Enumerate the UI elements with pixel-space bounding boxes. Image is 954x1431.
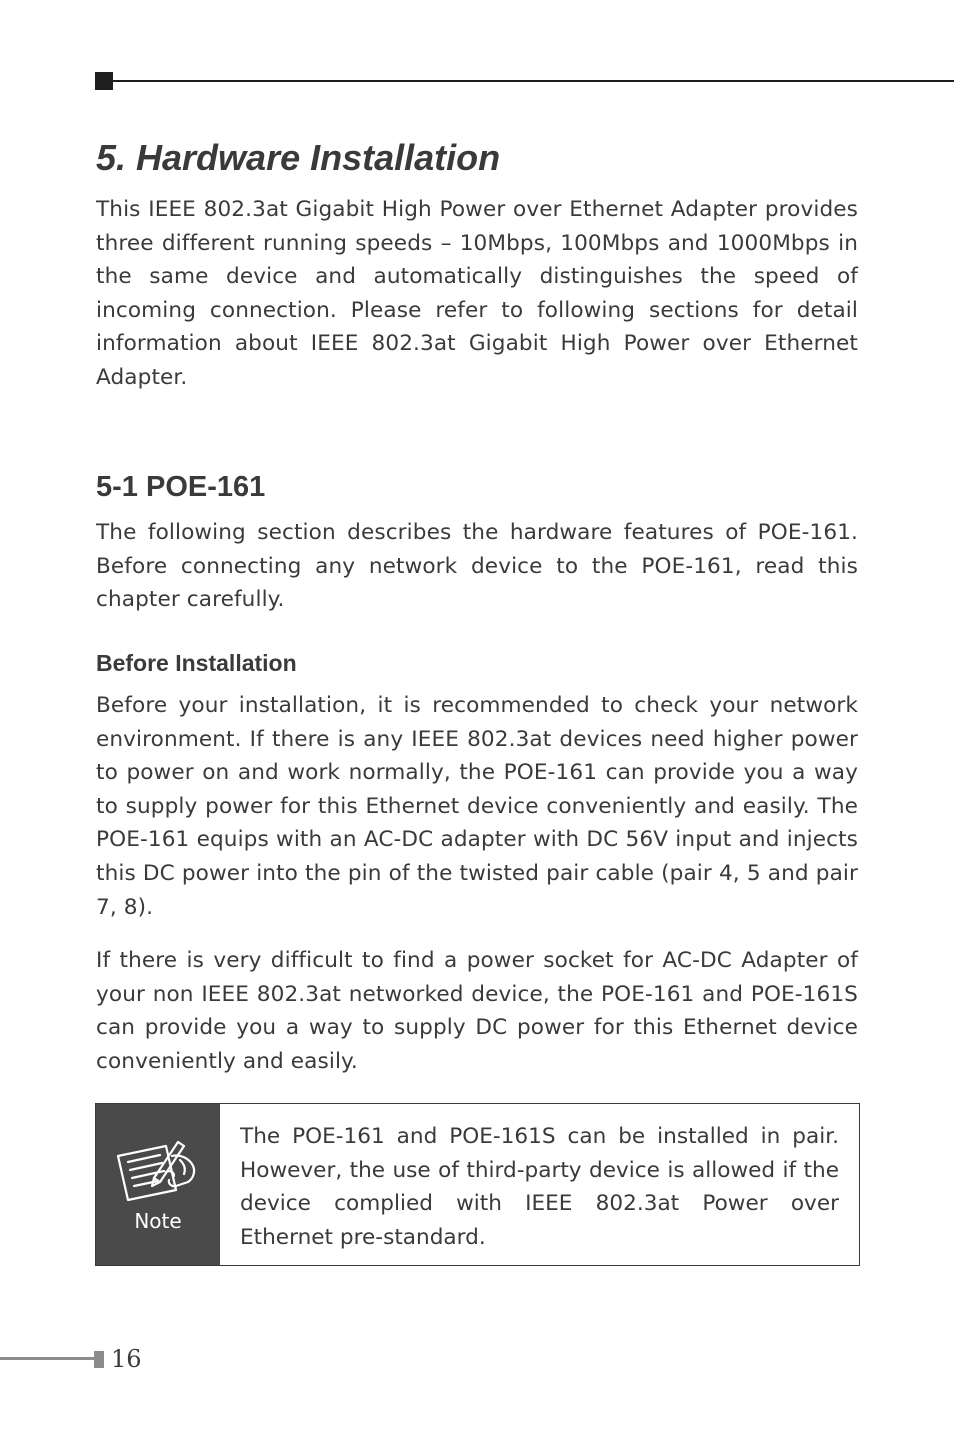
intro-paragraph: This IEEE 802.3at Gigabit High Power over Ethernet Adapter provides three different running speeds – 10Mbps, 100Mbps and 1000Mbps in the same device and automatically distinguishes the speed of incoming connection. Please refer to following sections for detail information about IEEE 802.3at Gigabit High Power over Ethernet Adapter. [96, 197, 858, 390]
note-sidebar [96, 1104, 220, 1265]
chapter-title: 5. Hardware Installation [96, 137, 501, 178]
subsection-title: Before Installation [96, 650, 297, 676]
section-paragraph: The following section describes the hardware features of POE-161. Before connecting any network device to the POE-161, read this chapter carefully. [96, 520, 858, 613]
footer-rule [0, 1357, 94, 1360]
footer-rule-marker [94, 1351, 104, 1368]
before-installation-paragraph-2: If there is very difficult to find a power socket for AC-DC Adapter of your non IEEE 802.3at networked device, the POE-161 and POE-161S can provide you a way to supply DC power for this Ethernet device conveniently and easily. [96, 948, 858, 1074]
section-title: 5-1 POE-161 [96, 471, 266, 503]
note-box [95, 1103, 860, 1266]
note-text: The POE-161 and POE-161S can be installed in pair. However, the use of third-party device is allowed if the device complied with IEEE 802.3at Power over Ethernet pre-standard. [240, 1124, 839, 1250]
note-label: Note [134, 1209, 182, 1233]
page-number: 16 [111, 1345, 142, 1373]
header-rule [113, 80, 954, 82]
header-rule-marker [95, 72, 113, 90]
note-hand-writing-icon [114, 1138, 200, 1210]
before-installation-paragraph-1: Before your installation, it is recommended to check your network environment. If there is any IEEE 802.3at devices need higher power to power on and work normally, the POE-161 can provide you a way to supply power for this Ethernet device conveniently and easily. The POE-161 equips with an AC-DC adapter with DC 56V input and injects this DC power into the pin of the twisted pair cable (pair 4, 5 and pair 7, 8). [96, 693, 858, 920]
